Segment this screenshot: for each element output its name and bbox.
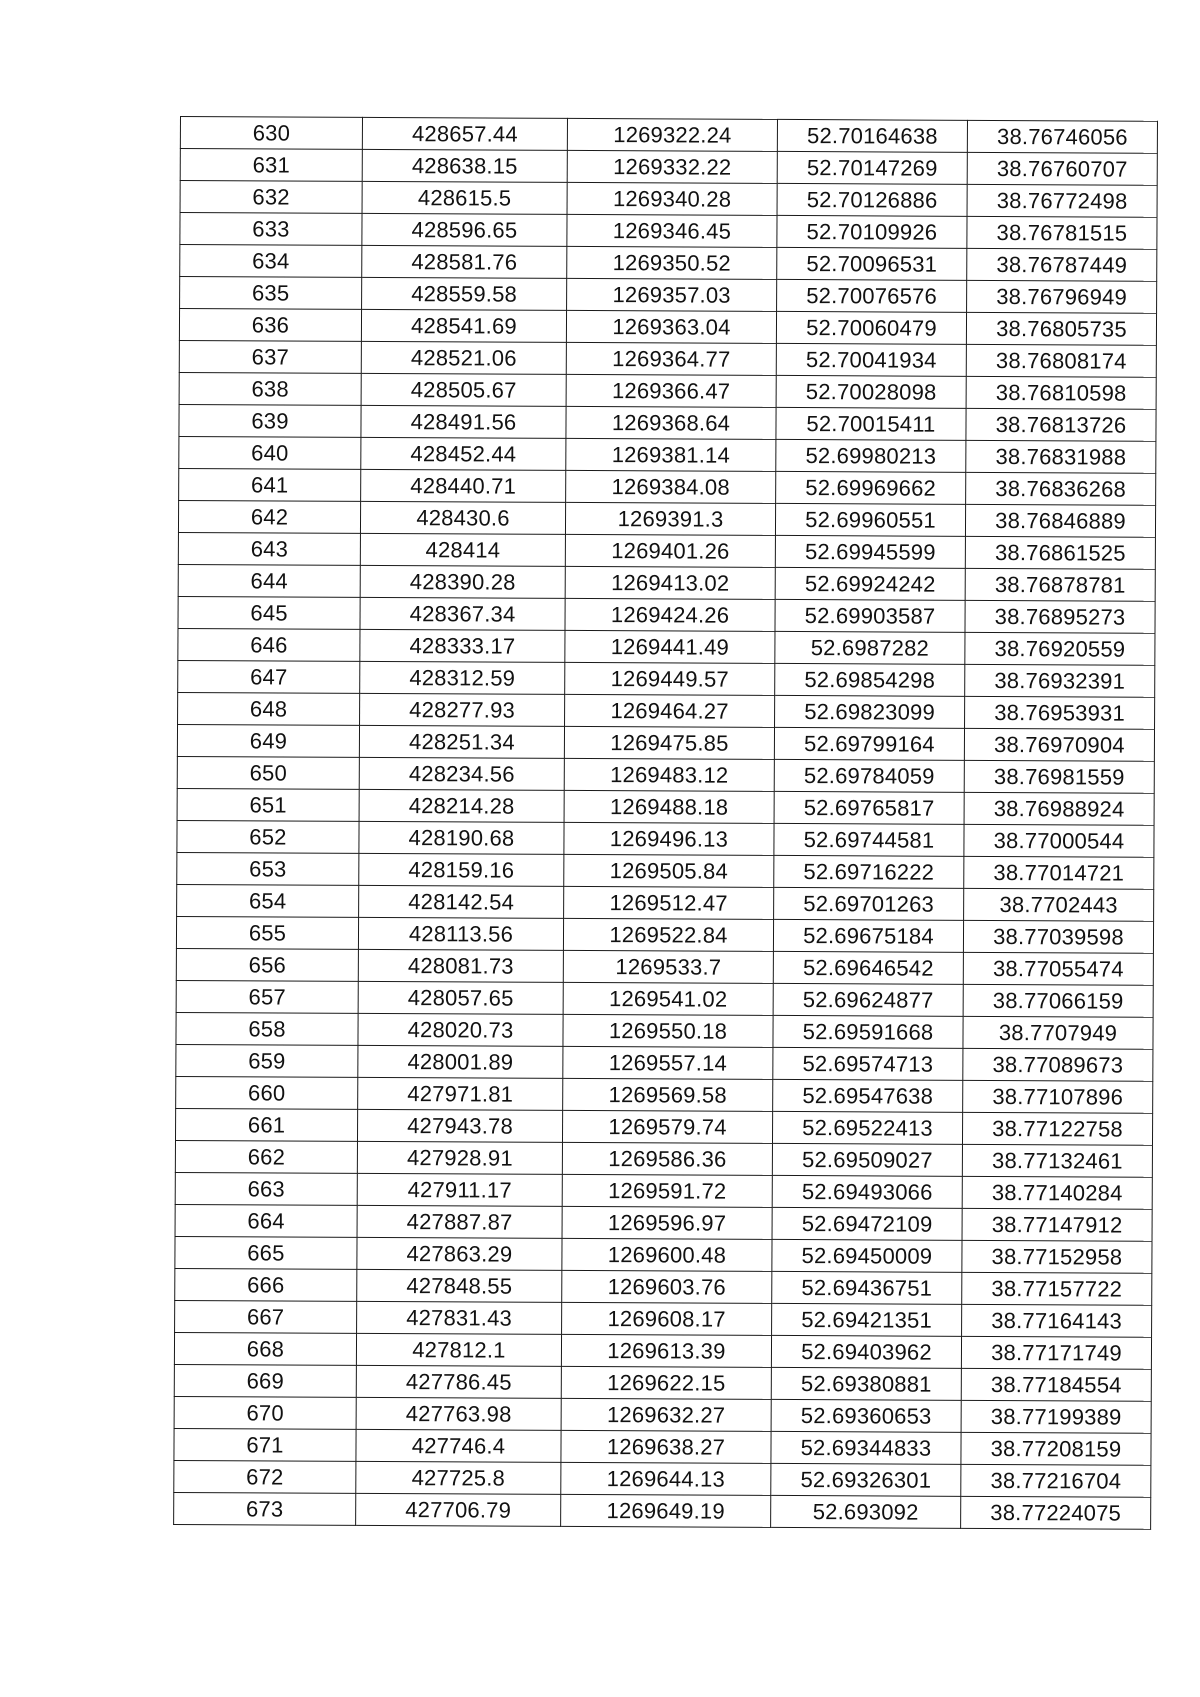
longitude-cell: 38.76760707 [967, 152, 1157, 185]
table-row [178, 532, 1155, 569]
y-coordinate-cell: 1269569.58 [563, 1078, 773, 1111]
point-number-cell: 647 [178, 660, 360, 693]
longitude-cell: 38.77122758 [962, 1112, 1152, 1145]
longitude-cell: 38.76772498 [967, 184, 1157, 217]
y-coordinate-cell: 1269483.12 [564, 758, 774, 791]
table-row [176, 948, 1153, 985]
x-coordinate-cell: 428390.28 [360, 565, 565, 598]
point-number-cell: 630 [180, 117, 362, 150]
y-coordinate-cell: 1269557.14 [563, 1046, 773, 1079]
table-row [176, 1044, 1153, 1081]
x-coordinate-cell: 428159.16 [359, 853, 564, 886]
y-coordinate-cell: 1269644.13 [561, 1462, 771, 1495]
y-coordinate-cell: 1269622.15 [561, 1366, 771, 1399]
latitude-cell: 52.69646542 [773, 951, 963, 984]
x-coordinate-cell: 428020.73 [358, 1013, 563, 1046]
latitude-cell: 52.69591668 [773, 1015, 963, 1048]
table-row [175, 1268, 1152, 1305]
latitude-cell: 52.6987282 [775, 631, 965, 664]
latitude-cell: 52.69945599 [775, 535, 965, 568]
point-number-cell: 636 [179, 309, 361, 342]
table-row [178, 596, 1155, 633]
table-row [175, 1300, 1152, 1337]
longitude-cell: 38.76831988 [966, 440, 1156, 473]
longitude-cell: 38.76988924 [964, 792, 1154, 825]
table-row [180, 181, 1157, 218]
longitude-cell: 38.77147912 [962, 1208, 1152, 1241]
table-row [177, 788, 1154, 825]
table-row [174, 1460, 1151, 1497]
longitude-cell: 38.76805735 [966, 312, 1156, 345]
latitude-cell: 52.70076576 [777, 279, 967, 312]
point-number-cell: 667 [175, 1300, 357, 1333]
y-coordinate-cell: 1269613.39 [561, 1334, 771, 1367]
point-number-cell: 635 [180, 277, 362, 310]
longitude-cell: 38.76813726 [966, 408, 1156, 441]
coordinates-table-body [174, 117, 1158, 1530]
table-row [176, 1076, 1153, 1113]
point-number-cell: 653 [177, 852, 359, 885]
longitude-cell: 38.7707949 [963, 1016, 1153, 1049]
table-row [176, 980, 1153, 1017]
x-coordinate-cell: 428491.56 [361, 405, 566, 438]
point-number-cell: 642 [178, 500, 360, 533]
y-coordinate-cell: 1269522.84 [563, 918, 773, 951]
point-number-cell: 661 [175, 1108, 357, 1141]
latitude-cell: 52.69960551 [775, 503, 965, 536]
point-number-cell: 638 [179, 372, 361, 405]
point-number-cell: 662 [175, 1140, 357, 1173]
latitude-cell: 52.70041934 [776, 343, 966, 376]
latitude-cell: 52.69493066 [772, 1175, 962, 1208]
y-coordinate-cell: 1269649.19 [561, 1494, 771, 1527]
table-row [175, 1236, 1152, 1273]
x-coordinate-cell: 427971.81 [358, 1077, 563, 1110]
longitude-cell: 38.77066159 [963, 984, 1153, 1017]
x-coordinate-cell: 427746.4 [356, 1429, 561, 1462]
latitude-cell: 52.70015411 [776, 407, 966, 440]
longitude-cell: 38.76861525 [965, 536, 1155, 569]
x-coordinate-cell: 427706.79 [356, 1493, 561, 1526]
table-row [180, 277, 1157, 314]
point-number-cell: 669 [174, 1364, 356, 1397]
x-coordinate-cell: 428251.34 [359, 725, 564, 758]
latitude-cell: 52.69854298 [775, 663, 965, 696]
longitude-cell: 38.76920559 [965, 632, 1155, 665]
latitude-cell: 52.70164638 [777, 119, 967, 152]
y-coordinate-cell: 1269441.49 [565, 630, 775, 663]
longitude-cell: 38.77132461 [962, 1144, 1152, 1177]
point-number-cell: 663 [175, 1172, 357, 1205]
table-row [174, 1396, 1151, 1433]
x-coordinate-cell: 428638.15 [362, 149, 567, 182]
longitude-cell: 38.76746056 [967, 120, 1157, 153]
table-row [179, 468, 1156, 505]
longitude-cell: 38.76895273 [965, 600, 1155, 633]
x-coordinate-cell: 428657.44 [362, 117, 567, 150]
latitude-cell: 52.69969662 [776, 471, 966, 504]
x-coordinate-cell: 428234.56 [359, 757, 564, 790]
longitude-cell: 38.76781515 [967, 216, 1157, 249]
longitude-cell: 38.77157722 [962, 1272, 1152, 1305]
longitude-cell: 38.77184554 [961, 1368, 1151, 1401]
x-coordinate-cell: 428001.89 [358, 1045, 563, 1078]
x-coordinate-cell: 428081.73 [358, 949, 563, 982]
point-number-cell: 651 [177, 788, 359, 821]
table-row [177, 884, 1154, 921]
table-row [174, 1492, 1151, 1529]
latitude-cell: 52.70126886 [777, 183, 967, 216]
table-row [175, 1204, 1152, 1241]
x-coordinate-cell: 428142.54 [359, 885, 564, 918]
y-coordinate-cell: 1269638.27 [561, 1430, 771, 1463]
point-number-cell: 672 [174, 1460, 356, 1493]
y-coordinate-cell: 1269401.26 [565, 534, 775, 567]
longitude-cell: 38.76953931 [965, 696, 1155, 729]
x-coordinate-cell: 428312.59 [360, 661, 565, 694]
point-number-cell: 632 [180, 181, 362, 214]
point-number-cell: 637 [179, 340, 361, 373]
latitude-cell: 52.70028098 [776, 375, 966, 408]
table-row [176, 916, 1153, 953]
x-coordinate-cell: 427812.1 [356, 1333, 561, 1366]
table-row [174, 1364, 1151, 1401]
latitude-cell: 52.69509027 [772, 1143, 962, 1176]
table-row [175, 1140, 1152, 1177]
y-coordinate-cell: 1269608.17 [562, 1302, 772, 1335]
y-coordinate-cell: 1269357.03 [567, 278, 777, 311]
table-row [179, 436, 1156, 473]
y-coordinate-cell: 1269541.02 [563, 982, 773, 1015]
y-coordinate-cell: 1269533.7 [563, 950, 773, 983]
x-coordinate-cell: 428190.68 [359, 821, 564, 854]
longitude-cell: 38.76796949 [967, 280, 1157, 313]
latitude-cell: 52.69823099 [775, 695, 965, 728]
table-row [180, 149, 1157, 186]
y-coordinate-cell: 1269603.76 [562, 1270, 772, 1303]
point-number-cell: 641 [179, 468, 361, 501]
y-coordinate-cell: 1269512.47 [564, 886, 774, 919]
y-coordinate-cell: 1269332.22 [567, 150, 777, 183]
latitude-cell: 52.69421351 [772, 1303, 962, 1336]
longitude-cell: 38.77055474 [963, 952, 1153, 985]
table-row [176, 1012, 1153, 1049]
x-coordinate-cell: 428596.65 [362, 213, 567, 246]
y-coordinate-cell: 1269505.84 [564, 854, 774, 887]
y-coordinate-cell: 1269381.14 [566, 438, 776, 471]
point-number-cell: 644 [178, 564, 360, 597]
point-number-cell: 666 [175, 1268, 357, 1301]
y-coordinate-cell: 1269346.45 [567, 214, 777, 247]
latitude-cell: 52.69716222 [774, 855, 964, 888]
longitude-cell: 38.77216704 [961, 1464, 1151, 1497]
latitude-cell: 52.69701263 [774, 887, 964, 920]
longitude-cell: 38.77140284 [962, 1176, 1152, 1209]
latitude-cell: 52.69675184 [773, 919, 963, 952]
longitude-cell: 38.77107896 [963, 1080, 1153, 1113]
x-coordinate-cell: 427786.45 [356, 1365, 561, 1398]
table-row [179, 404, 1156, 441]
x-coordinate-cell: 427911.17 [357, 1173, 562, 1206]
y-coordinate-cell: 1269340.28 [567, 182, 777, 215]
table-row [180, 117, 1157, 154]
y-coordinate-cell: 1269449.57 [565, 662, 775, 695]
y-coordinate-cell: 1269579.74 [562, 1110, 772, 1143]
point-number-cell: 631 [180, 149, 362, 182]
latitude-cell: 52.70060479 [776, 311, 966, 344]
point-number-cell: 658 [176, 1012, 358, 1045]
y-coordinate-cell: 1269475.85 [564, 726, 774, 759]
x-coordinate-cell: 428581.76 [362, 245, 567, 278]
x-coordinate-cell: 427887.87 [357, 1205, 562, 1238]
x-coordinate-cell: 428541.69 [361, 309, 566, 342]
y-coordinate-cell: 1269391.3 [565, 502, 775, 535]
y-coordinate-cell: 1269366.47 [566, 374, 776, 407]
point-number-cell: 633 [180, 213, 362, 246]
point-number-cell: 655 [176, 916, 358, 949]
longitude-cell: 38.76787449 [967, 248, 1157, 281]
x-coordinate-cell: 428414 [360, 533, 565, 566]
y-coordinate-cell: 1269413.02 [565, 566, 775, 599]
x-coordinate-cell: 428333.17 [360, 629, 565, 662]
latitude-cell: 52.693092 [771, 1495, 961, 1528]
longitude-cell: 38.77199389 [961, 1400, 1151, 1433]
point-number-cell: 650 [177, 756, 359, 789]
longitude-cell: 38.76932391 [965, 664, 1155, 697]
table-row [180, 213, 1157, 250]
longitude-cell: 38.7702443 [964, 888, 1154, 921]
table-row [178, 628, 1155, 665]
y-coordinate-cell: 1269368.64 [566, 406, 776, 439]
point-number-cell: 671 [174, 1428, 356, 1461]
latitude-cell: 52.69450009 [772, 1239, 962, 1272]
x-coordinate-cell: 428615.5 [362, 181, 567, 214]
point-number-cell: 652 [177, 820, 359, 853]
x-coordinate-cell: 427725.8 [356, 1461, 561, 1494]
point-number-cell: 668 [174, 1332, 356, 1365]
table-row [177, 724, 1154, 761]
y-coordinate-cell: 1269350.52 [567, 246, 777, 279]
longitude-cell: 38.77014721 [964, 856, 1154, 889]
x-coordinate-cell: 428521.06 [361, 341, 566, 374]
longitude-cell: 38.76981559 [964, 760, 1154, 793]
table-row [175, 1172, 1152, 1209]
y-coordinate-cell: 1269322.24 [567, 118, 777, 151]
x-coordinate-cell: 428430.6 [360, 501, 565, 534]
point-number-cell: 643 [178, 532, 360, 565]
longitude-cell: 38.77000544 [964, 824, 1154, 857]
x-coordinate-cell: 427863.29 [357, 1237, 562, 1270]
x-coordinate-cell: 427928.91 [357, 1141, 562, 1174]
x-coordinate-cell: 428367.34 [360, 597, 565, 630]
point-number-cell: 656 [176, 948, 358, 981]
point-number-cell: 660 [176, 1076, 358, 1109]
latitude-cell: 52.69344833 [771, 1431, 961, 1464]
latitude-cell: 52.69360653 [771, 1399, 961, 1432]
longitude-cell: 38.77152958 [962, 1240, 1152, 1273]
latitude-cell: 52.69403962 [771, 1335, 961, 1368]
latitude-cell: 52.69980213 [776, 439, 966, 472]
longitude-cell: 38.76808174 [966, 344, 1156, 377]
table-row [179, 309, 1156, 346]
table-row [180, 245, 1157, 282]
x-coordinate-cell: 428057.65 [358, 981, 563, 1014]
y-coordinate-cell: 1269363.04 [566, 310, 776, 343]
table-row [179, 372, 1156, 409]
y-coordinate-cell: 1269596.97 [562, 1206, 772, 1239]
latitude-cell: 52.69784059 [774, 759, 964, 792]
latitude-cell: 52.69765817 [774, 791, 964, 824]
x-coordinate-cell: 428113.56 [358, 917, 563, 950]
longitude-cell: 38.77039598 [963, 920, 1153, 953]
y-coordinate-cell: 1269586.36 [562, 1142, 772, 1175]
point-number-cell: 657 [176, 980, 358, 1013]
point-number-cell: 659 [176, 1044, 358, 1077]
y-coordinate-cell: 1269550.18 [563, 1014, 773, 1047]
point-number-cell: 649 [177, 724, 359, 757]
y-coordinate-cell: 1269488.18 [564, 790, 774, 823]
longitude-cell: 38.76810598 [966, 376, 1156, 409]
latitude-cell: 52.69436751 [772, 1271, 962, 1304]
point-number-cell: 640 [179, 436, 361, 469]
latitude-cell: 52.69326301 [771, 1463, 961, 1496]
latitude-cell: 52.69472109 [772, 1207, 962, 1240]
longitude-cell: 38.77208159 [961, 1432, 1151, 1465]
longitude-cell: 38.76846889 [965, 504, 1155, 537]
latitude-cell: 52.69903587 [775, 599, 965, 632]
latitude-cell: 52.69924242 [775, 567, 965, 600]
y-coordinate-cell: 1269600.48 [562, 1238, 772, 1271]
x-coordinate-cell: 428452.44 [361, 437, 566, 470]
y-coordinate-cell: 1269384.08 [566, 470, 776, 503]
table-row [177, 852, 1154, 889]
x-coordinate-cell: 427943.78 [357, 1109, 562, 1142]
table-row [178, 692, 1155, 729]
longitude-cell: 38.76878781 [965, 568, 1155, 601]
point-number-cell: 665 [175, 1236, 357, 1269]
x-coordinate-cell: 428559.58 [362, 277, 567, 310]
point-number-cell: 670 [174, 1396, 356, 1429]
longitude-cell: 38.77089673 [963, 1048, 1153, 1081]
longitude-cell: 38.77224075 [961, 1496, 1151, 1529]
point-number-cell: 646 [178, 628, 360, 661]
table-row [178, 660, 1155, 697]
y-coordinate-cell: 1269632.27 [561, 1398, 771, 1431]
table-row [177, 756, 1154, 793]
y-coordinate-cell: 1269591.72 [562, 1174, 772, 1207]
point-number-cell: 664 [175, 1204, 357, 1237]
coordinates-table [173, 116, 1158, 1530]
table-row [178, 500, 1155, 537]
latitude-cell: 52.69380881 [771, 1367, 961, 1400]
table-row [174, 1428, 1151, 1465]
latitude-cell: 52.70096531 [777, 247, 967, 280]
x-coordinate-cell: 427848.55 [357, 1269, 562, 1302]
y-coordinate-cell: 1269464.27 [565, 694, 775, 727]
y-coordinate-cell: 1269496.13 [564, 822, 774, 855]
table-row [174, 1332, 1151, 1369]
table-row [178, 564, 1155, 601]
point-number-cell: 639 [179, 404, 361, 437]
point-number-cell: 673 [174, 1492, 356, 1525]
point-number-cell: 634 [180, 245, 362, 278]
longitude-cell: 38.76970904 [964, 728, 1154, 761]
latitude-cell: 52.69522413 [772, 1111, 962, 1144]
y-coordinate-cell: 1269364.77 [566, 342, 776, 375]
table-row [175, 1108, 1152, 1145]
point-number-cell: 645 [178, 596, 360, 629]
point-number-cell: 654 [177, 884, 359, 917]
x-coordinate-cell: 428214.28 [359, 789, 564, 822]
point-number-cell: 648 [178, 692, 360, 725]
table-row [179, 340, 1156, 377]
latitude-cell: 52.69547638 [773, 1079, 963, 1112]
latitude-cell: 52.70109926 [777, 215, 967, 248]
longitude-cell: 38.76836268 [966, 472, 1156, 505]
longitude-cell: 38.77164143 [962, 1304, 1152, 1337]
table-row [177, 820, 1154, 857]
latitude-cell: 52.69744581 [774, 823, 964, 856]
x-coordinate-cell: 428505.67 [361, 373, 566, 406]
latitude-cell: 52.69799164 [774, 727, 964, 760]
latitude-cell: 52.69624877 [773, 983, 963, 1016]
longitude-cell: 38.77171749 [961, 1336, 1151, 1369]
latitude-cell: 52.69574713 [773, 1047, 963, 1080]
latitude-cell: 52.70147269 [777, 151, 967, 184]
x-coordinate-cell: 427831.43 [357, 1301, 562, 1334]
x-coordinate-cell: 428440.71 [361, 469, 566, 502]
x-coordinate-cell: 427763.98 [356, 1397, 561, 1430]
x-coordinate-cell: 428277.93 [360, 693, 565, 726]
y-coordinate-cell: 1269424.26 [565, 598, 775, 631]
